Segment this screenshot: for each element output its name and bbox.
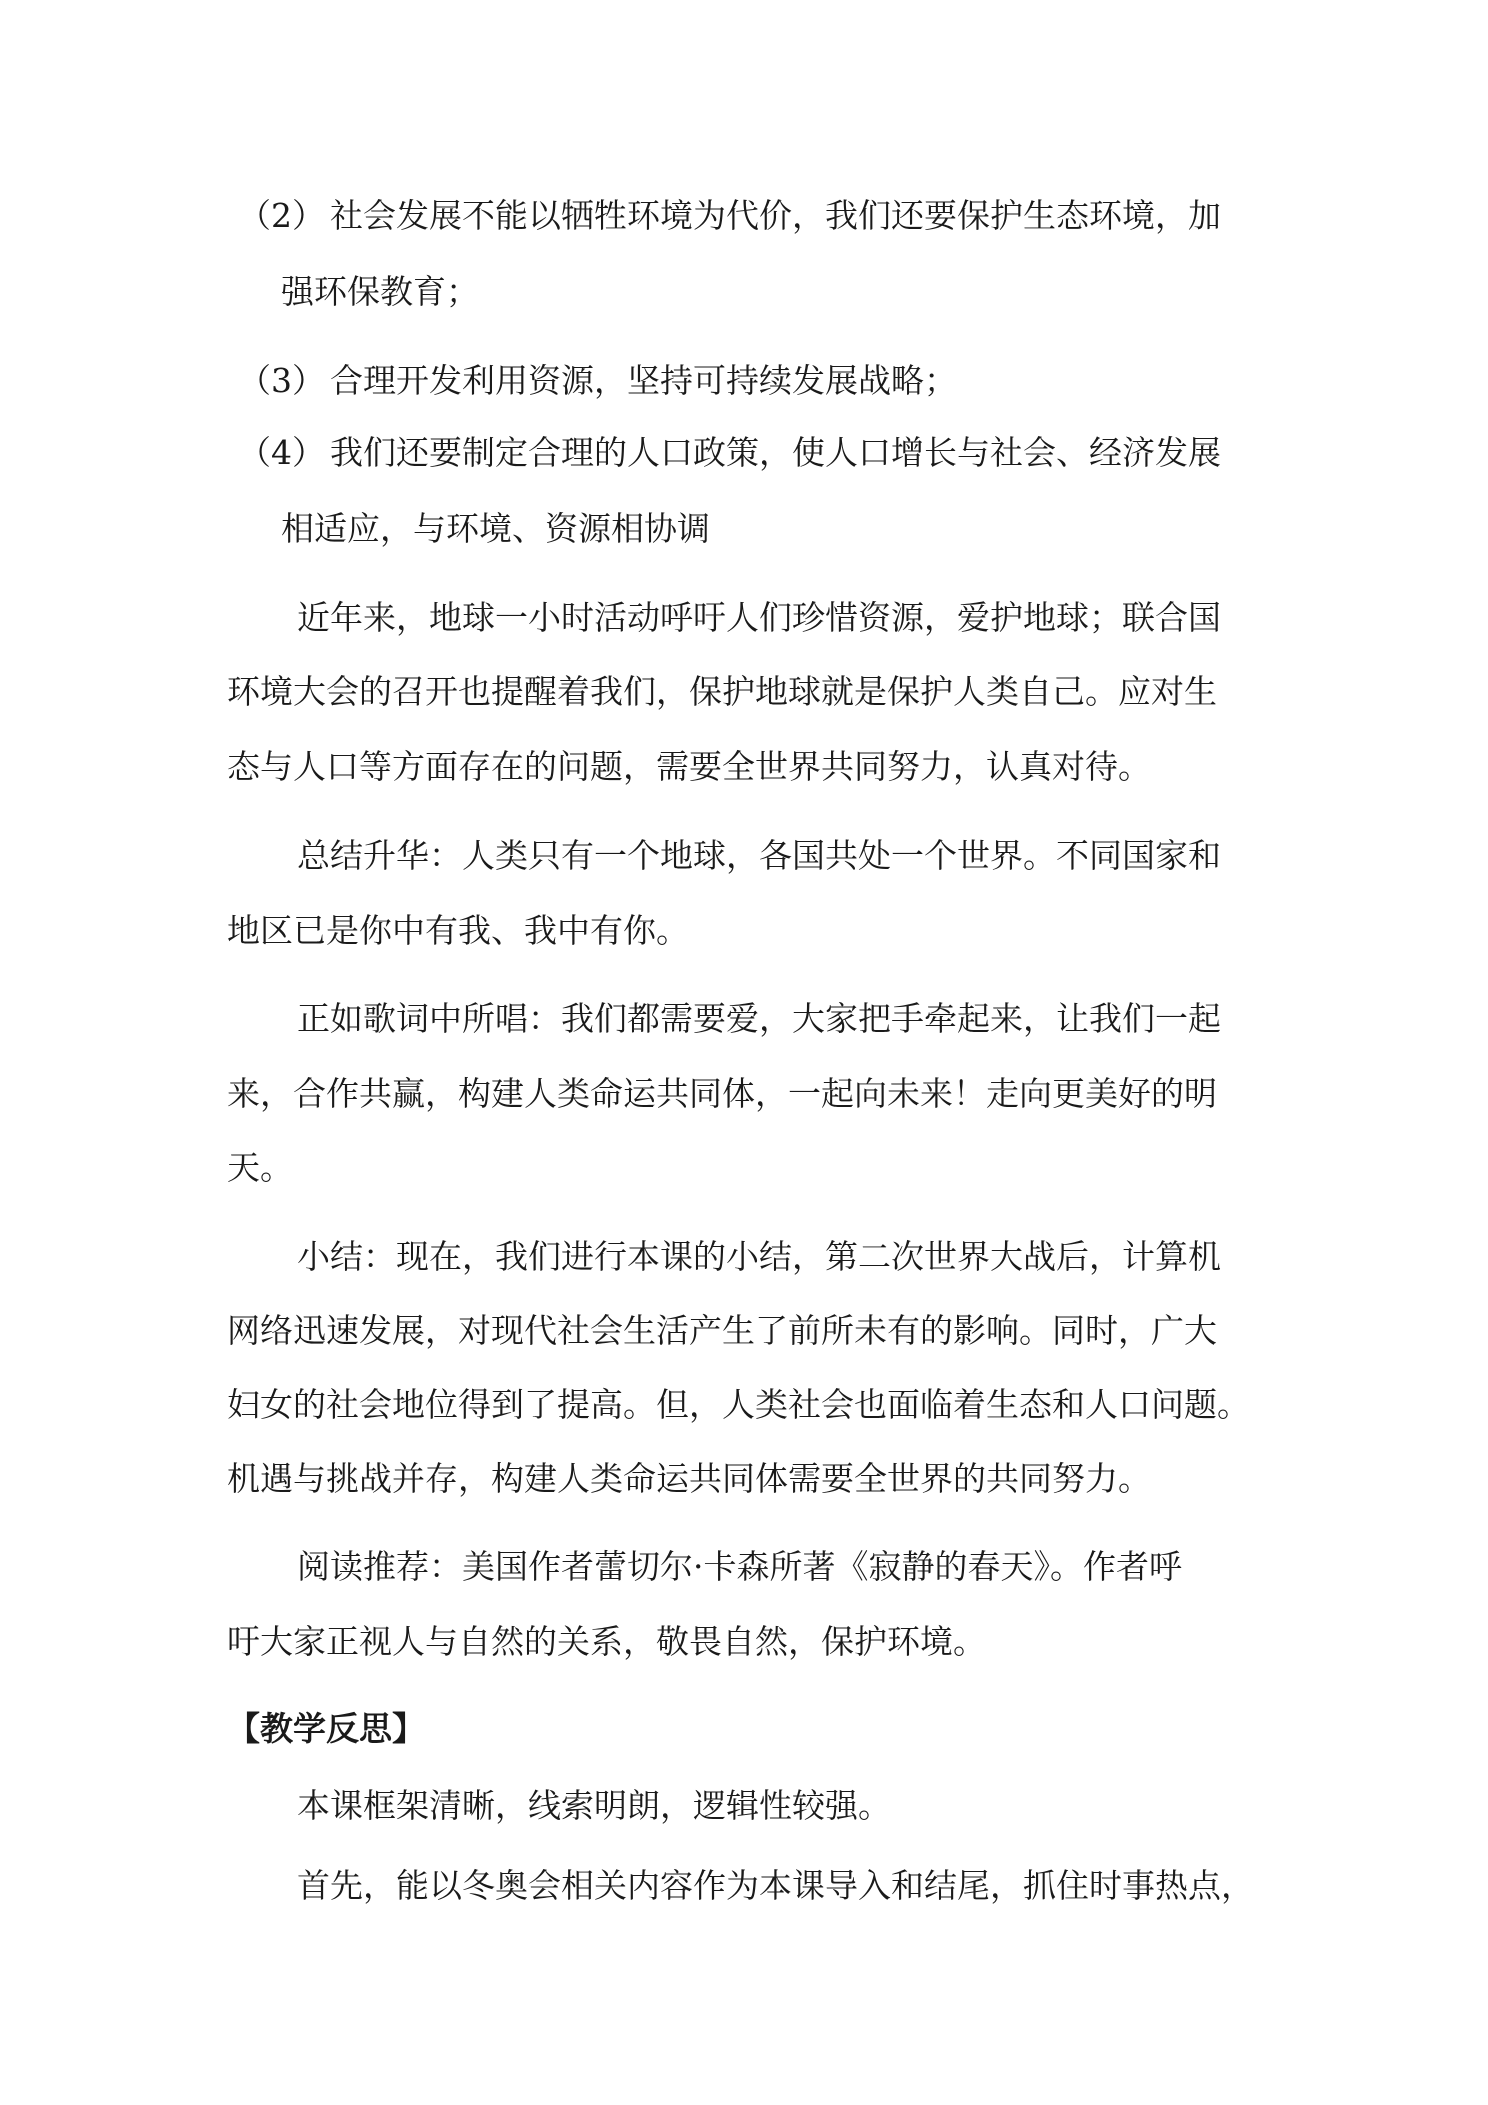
paragraph-line	[0, 836, 1488, 876]
paragraph-line	[0, 672, 1488, 712]
paragraph-text: 网络迅速发展，对现代社会生活产生了前所未有的影响。同时，广大	[227, 1311, 1217, 1350]
paragraph-line	[0, 1074, 1488, 1114]
list-item-continuation	[0, 272, 1488, 312]
list-item-number: （3）	[238, 361, 325, 400]
section-heading-text: 【教学反思】	[227, 1709, 425, 1748]
list-item-text: 强环保教育；	[281, 272, 479, 311]
paragraph-text: 近年来，地球一小时活动呼吁人们珍惜资源，爱护地球；联合国	[297, 598, 1221, 637]
paragraph-line	[0, 1385, 1488, 1425]
paragraph-line	[0, 1311, 1488, 1351]
paragraph-line	[0, 1237, 1488, 1277]
list-item-number: （2）	[238, 196, 325, 235]
section-heading	[0, 1709, 1488, 1749]
list-item-continuation	[0, 509, 1488, 549]
paragraph-text: 阅读推荐：美国作者蕾切尔·卡森所著《寂静的春天》。作者呼	[297, 1547, 1182, 1586]
paragraph-text: 天。	[227, 1148, 293, 1187]
paragraph-text: 来，合作共赢，构建人类命运共同体，一起向未来！走向更美好的明	[227, 1074, 1217, 1113]
list-item-number: （4）	[238, 433, 325, 472]
paragraph-text: 态与人口等方面存在的问题，需要全世界共同努力，认真对待。	[227, 747, 1151, 786]
paragraph-line	[0, 747, 1488, 787]
paragraph-text: 环境大会的召开也提醒着我们，保护地球就是保护人类自己。应对生	[227, 672, 1217, 711]
paragraph-line	[0, 1547, 1488, 1587]
paragraph-line	[0, 1866, 1488, 1906]
paragraph-line	[0, 911, 1488, 951]
paragraph-text: 机遇与挑战并存，构建人类命运共同体需要全世界的共同努力。	[227, 1459, 1151, 1498]
paragraph-text: 吁大家正视人与自然的关系，敬畏自然，保护环境。	[227, 1622, 986, 1661]
paragraph-text: 首先，能以冬奥会相关内容作为本课导入和结尾，抓住时事热点，	[297, 1866, 1254, 1905]
paragraph-line	[0, 1148, 1488, 1188]
paragraph-text: 妇女的社会地位得到了提高。但，人类社会也面临着生态和人口问题。	[227, 1385, 1250, 1424]
paragraph-line	[0, 1459, 1488, 1499]
paragraph-line	[0, 999, 1488, 1039]
list-item	[0, 433, 1488, 473]
paragraph-line	[0, 1622, 1488, 1662]
list-item-text: 相适应，与环境、资源相协调	[281, 509, 710, 548]
paragraph-text: 地区已是你中有我、我中有你。	[227, 911, 689, 950]
list-item	[0, 361, 1488, 401]
paragraph-text: 正如歌词中所唱：我们都需要爱，大家把手牵起来，让我们一起	[297, 999, 1221, 1038]
paragraph-line	[0, 598, 1488, 638]
paragraph-text: 小结：现在，我们进行本课的小结，第二次世界大战后，计算机	[297, 1237, 1221, 1276]
list-item-text: 我们还要制定合理的人口政策，使人口增长与社会、经济发展	[330, 433, 1221, 472]
paragraph-text: 总结升华：人类只有一个地球，各国共处一个世界。不同国家和	[297, 836, 1221, 875]
list-item-text: 合理开发利用资源，坚持可持续发展战略；	[330, 361, 957, 400]
paragraph-text: 本课框架清晰，线索明朗，逻辑性较强。	[297, 1786, 891, 1825]
list-item	[0, 196, 1488, 236]
paragraph-line	[0, 1786, 1488, 1826]
list-item-text: 社会发展不能以牺牲环境为代价，我们还要保护生态环境，加	[330, 196, 1221, 235]
